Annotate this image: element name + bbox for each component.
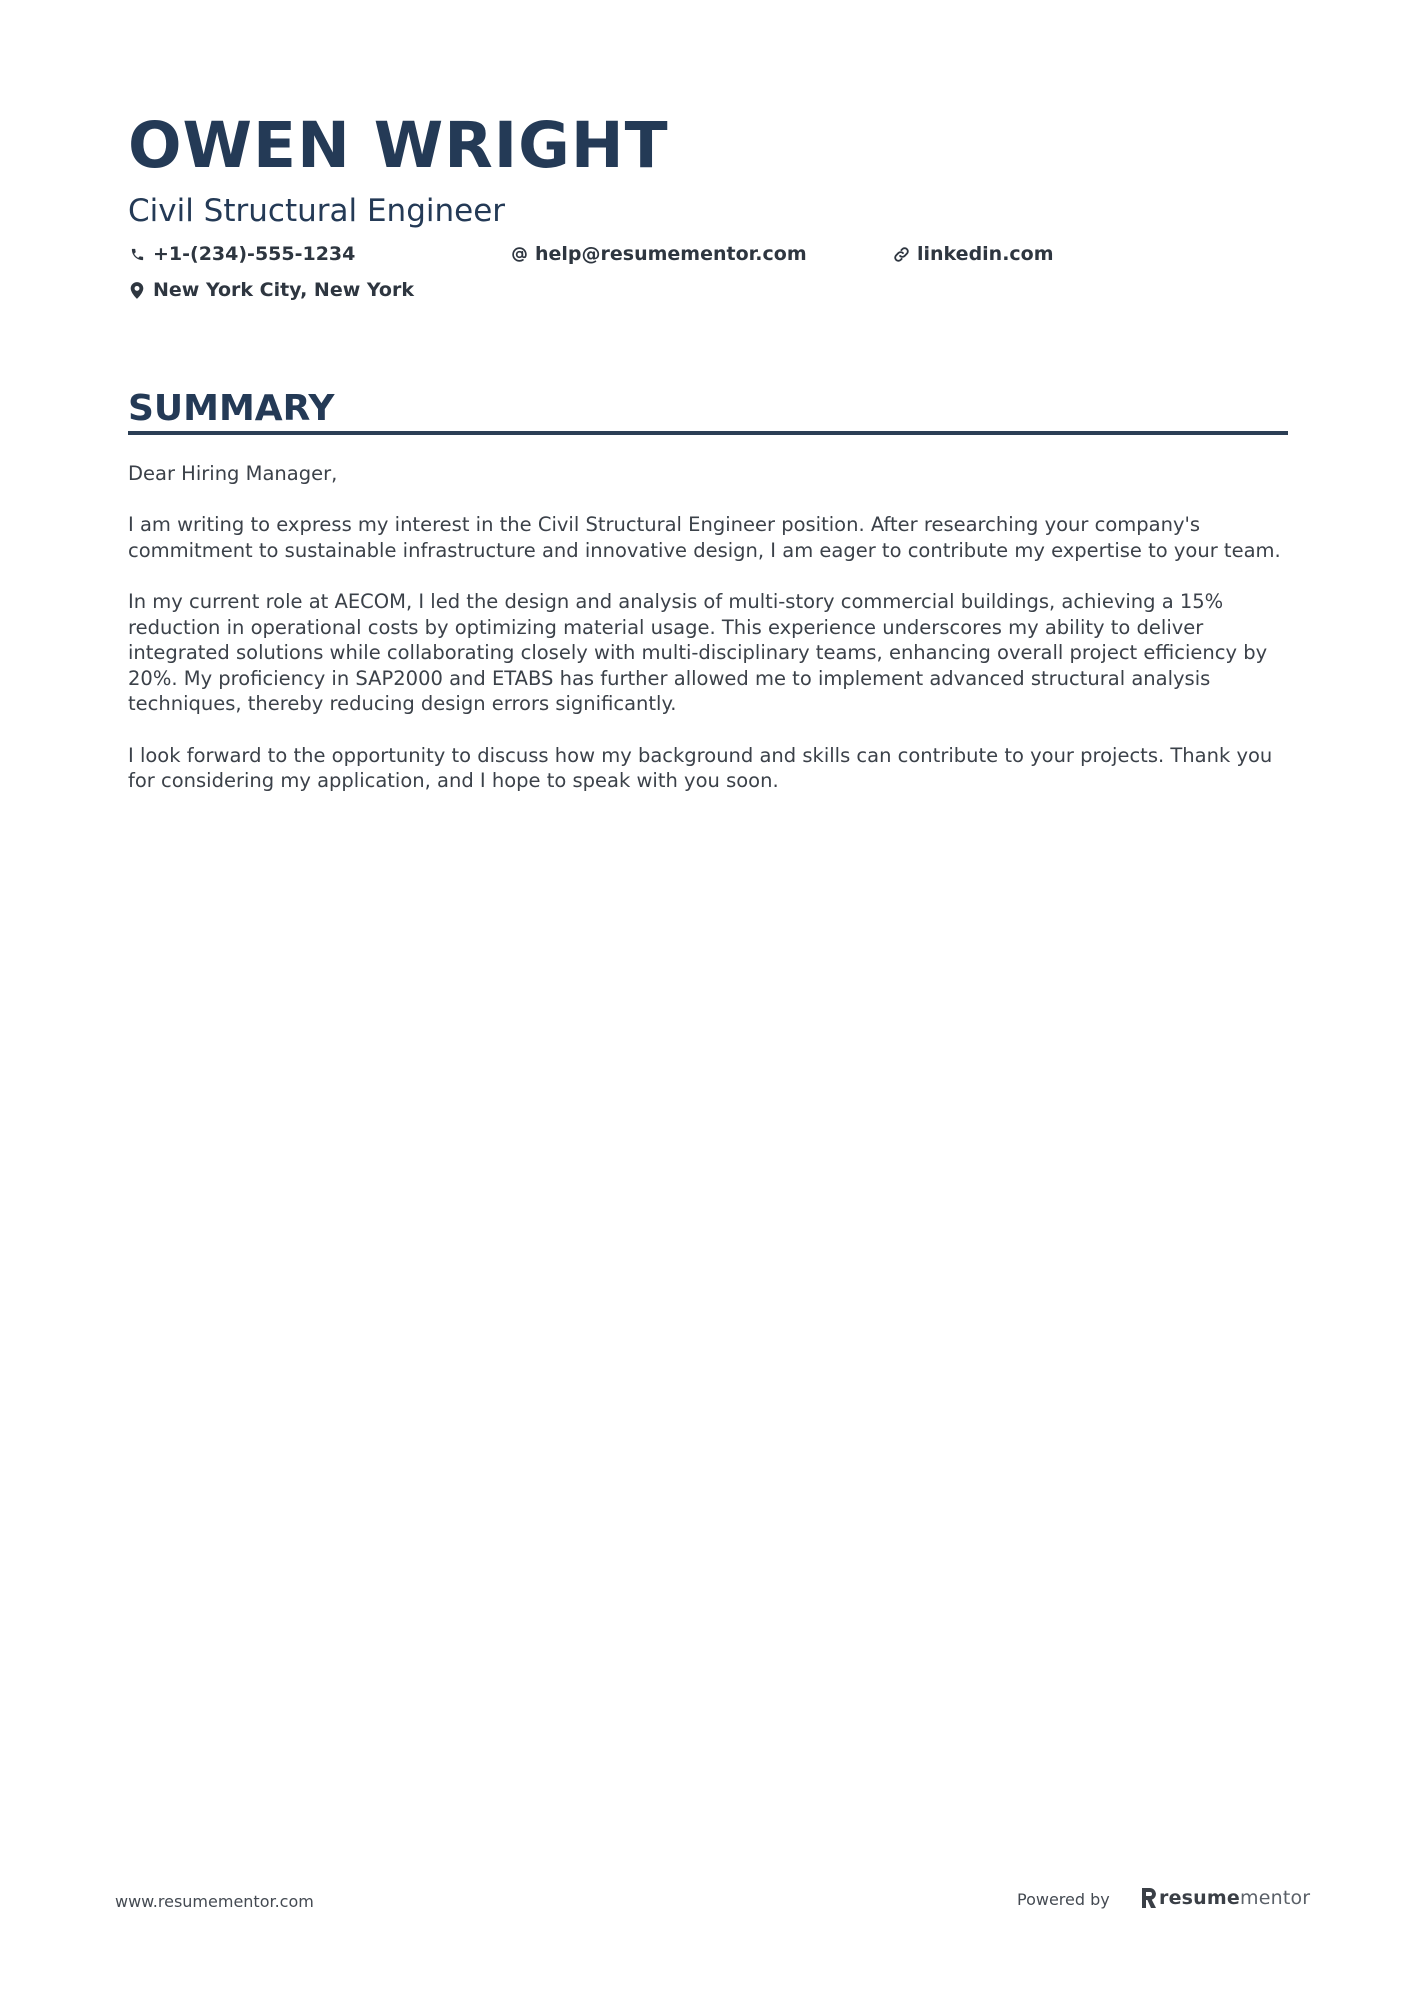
location-text: New York City, New York [153, 279, 414, 301]
contact-link [892, 240, 1054, 268]
email-address[interactable]: help@resumementor.com [535, 243, 807, 265]
brand-logo[interactable] [1140, 1886, 1310, 1910]
phone-icon [128, 245, 146, 263]
powered-by-label: Powered by [1017, 1890, 1110, 1909]
contact-email [510, 240, 807, 268]
contact-location [128, 276, 414, 304]
location-pin-icon [128, 281, 146, 299]
candidate-name: OWEN WRIGHT [128, 109, 669, 182]
job-title: Civil Structural Engineer [128, 193, 506, 229]
section-divider [128, 431, 1288, 435]
letter-paragraph: In my current role at AECOM, I led the design and analysis of multi-story commercial buildings, achieving a 15% reduction in operational costs by optimizing material usage. This experience underscores my ability to deliver integrated solutions while collaborating closely with multi-disciplinary teams, enhancing overall project efficiency by 20%. My proficiency in SAP2000 and ETABS has further allowed me to implement advanced structural analysis techniques, thereby reducing design errors significantly. [128, 589, 1268, 716]
contact-phone [128, 240, 355, 268]
letter-salutation: Dear Hiring Manager, [128, 462, 338, 485]
footer-website[interactable]: www.resumementor.com [115, 1892, 314, 1911]
brand-name-light: mentor [1239, 1887, 1311, 1909]
brand-name-bold: resume [1159, 1887, 1240, 1909]
section-title-summary: SUMMARY [128, 388, 335, 429]
at-icon [510, 245, 528, 263]
linkedin-link[interactable]: linkedin.com [917, 243, 1054, 265]
letter-paragraph: I am writing to express my interest in the Civil Structural Engineer position. After researching your company's commitment to sustainable infrastructure and innovative design, I am eager to contribute my expertise to your team. [128, 513, 1281, 562]
link-icon [892, 245, 910, 263]
letter-paragraph: I look forward to the opportunity to discuss how my background and skills can contribute to your projects. Thank you for considering my application, and I hope to speak with you soon. [128, 743, 1273, 793]
brand-logo-icon [1140, 1888, 1156, 1908]
phone-number: +1-(234)-555-1234 [153, 243, 356, 265]
letter-body [128, 461, 1298, 819]
